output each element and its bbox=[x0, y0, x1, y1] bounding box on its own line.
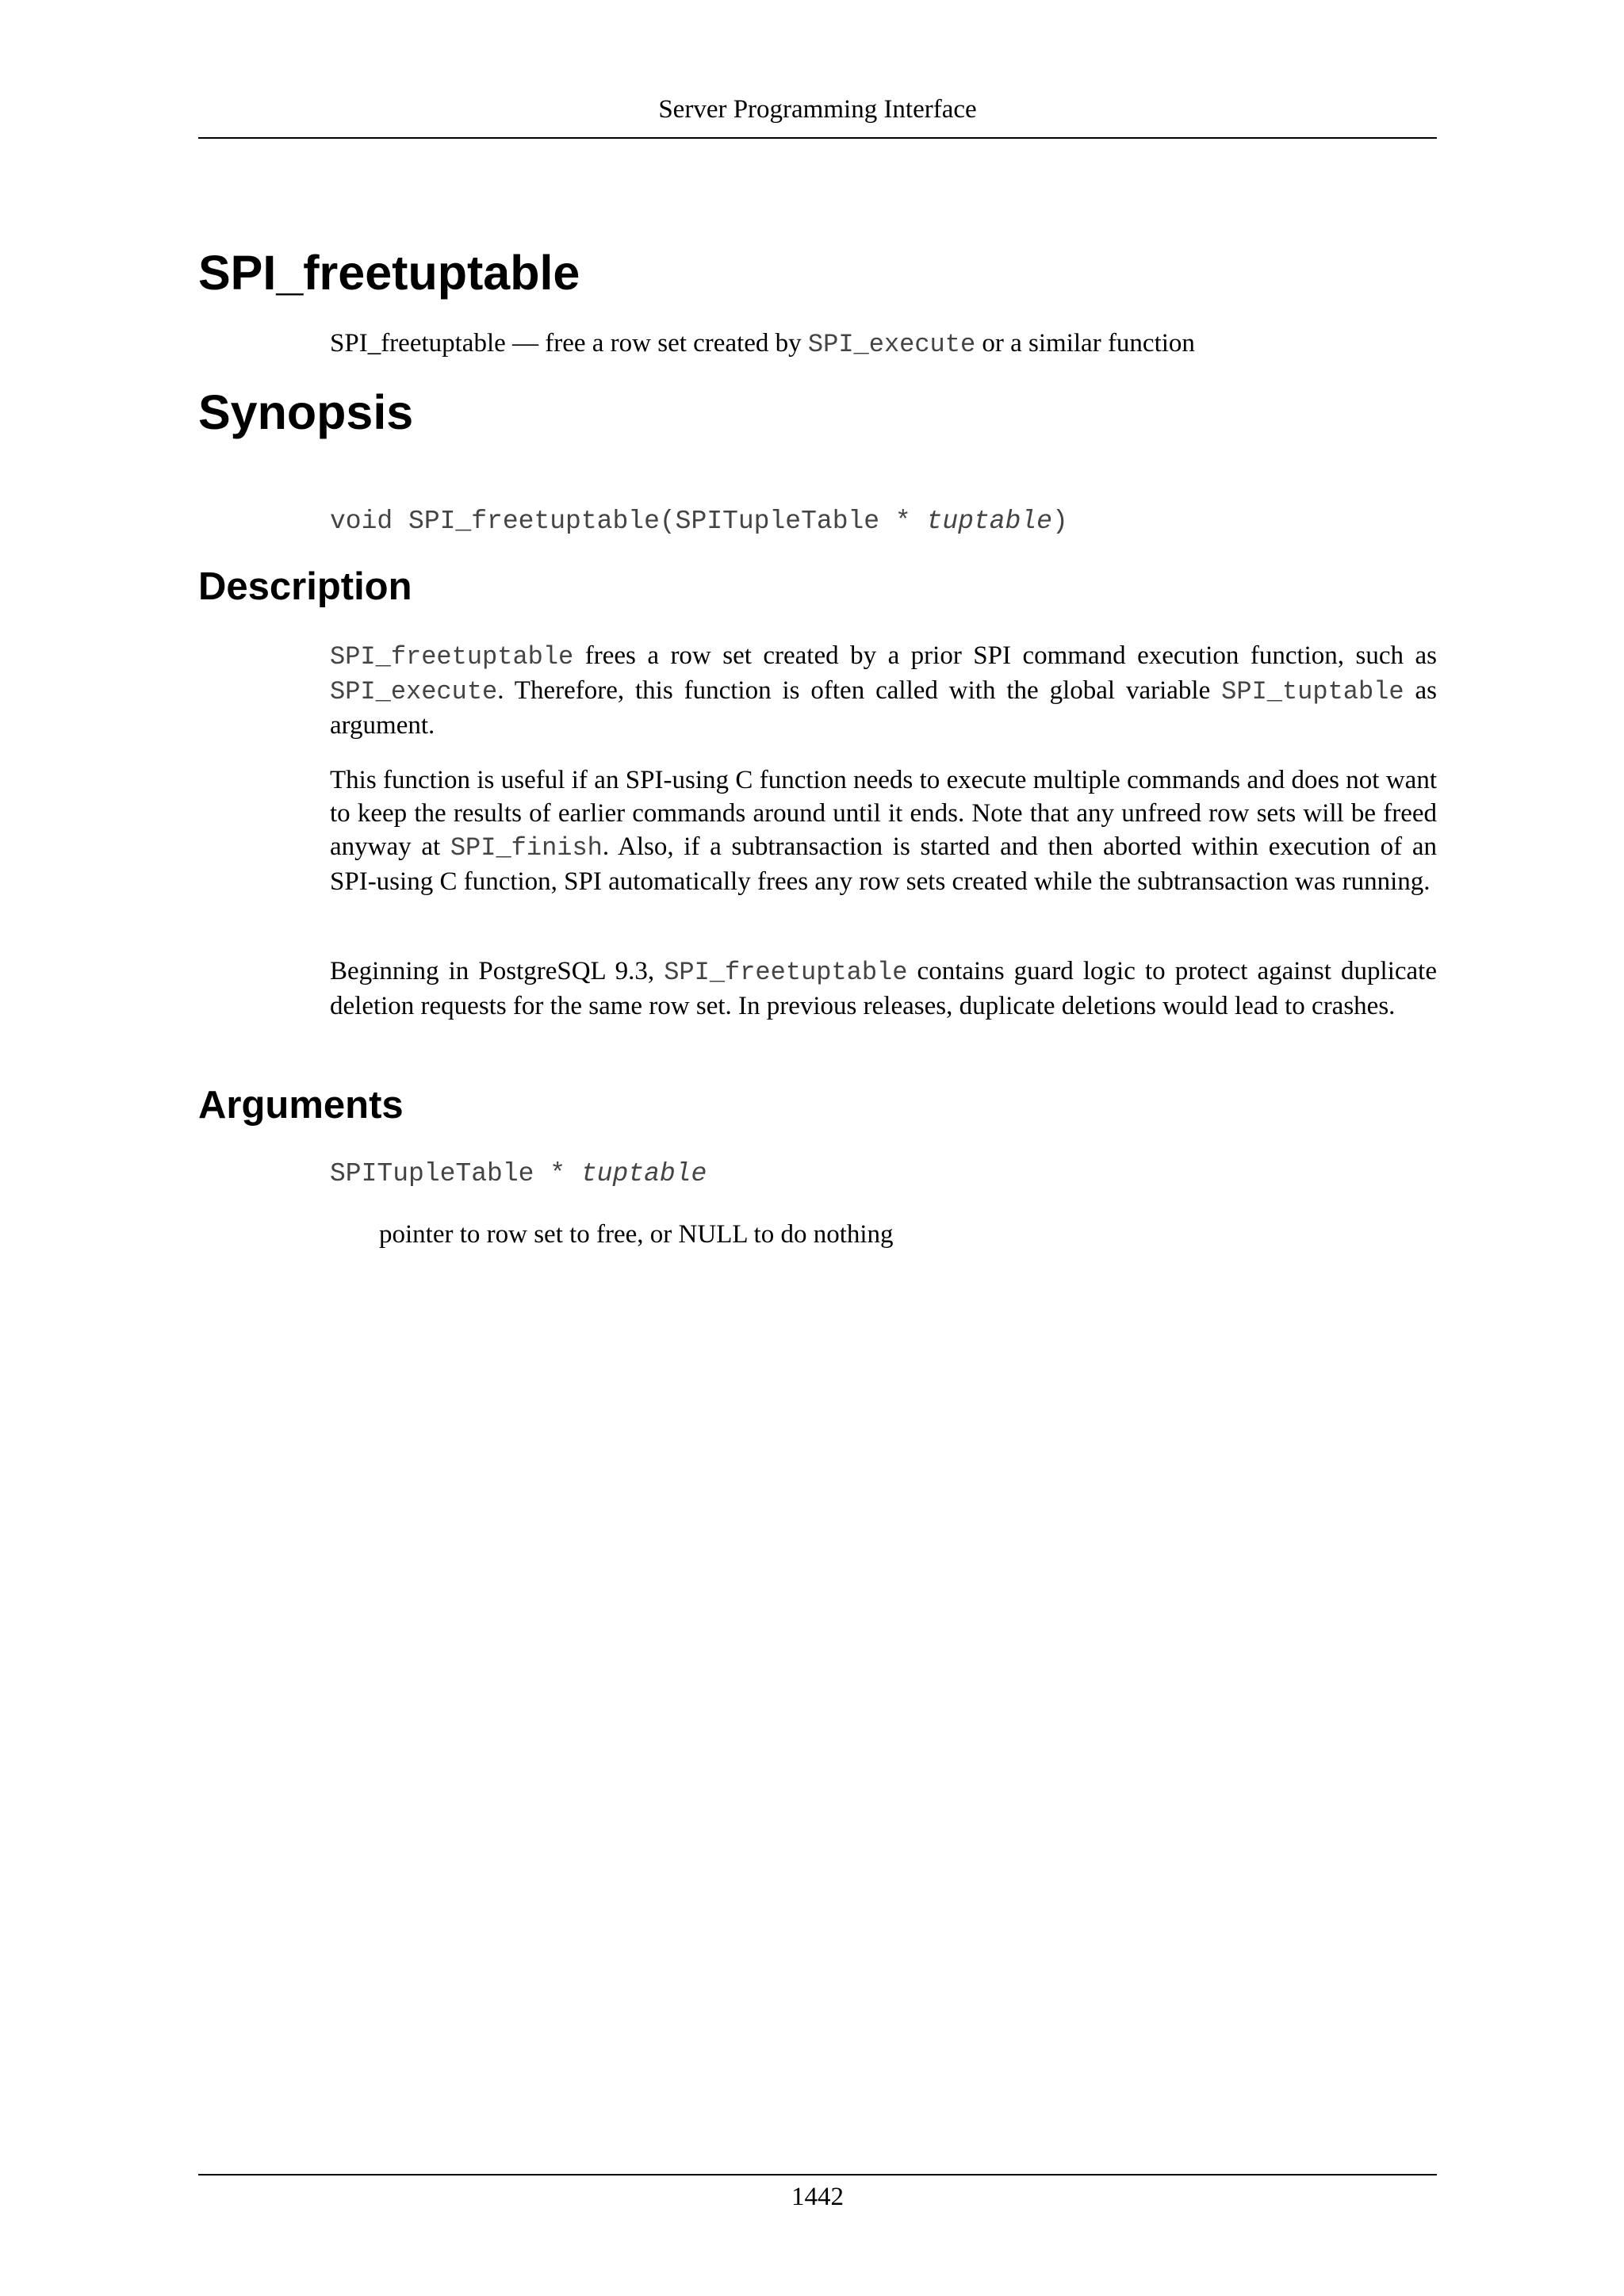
paragraph-text: This function is useful if an SPI-using C function needs to execute multiple commands and does not want to keep the results of earlier commands around until it ends. Note that any unfreed row sets will be freed anyway at bbox=[330, 766, 1437, 861]
synopsis-code bbox=[330, 505, 1068, 538]
argument-type: SPITupleTable * bbox=[330, 1159, 581, 1188]
purpose-code: SPI_execute bbox=[807, 330, 976, 359]
argument-term bbox=[330, 1158, 707, 1191]
arguments-heading: Arguments bbox=[198, 1084, 404, 1127]
description-paragraph-1 bbox=[330, 639, 1437, 742]
page-number: 1442 bbox=[791, 2183, 844, 2211]
refentry-title: SPI_freetuptable bbox=[198, 246, 580, 300]
description-paragraph-3 bbox=[330, 955, 1437, 1023]
code-spi-finish: SPI_finish bbox=[450, 833, 603, 863]
paragraph-text: frees a row set created by a prior SPI command execution function, such as bbox=[573, 641, 1437, 670]
synopsis-code-signature: void SPI_freetuptable(SPITupleTable * bbox=[330, 507, 927, 536]
footer-rule bbox=[198, 2174, 1437, 2175]
paragraph-text: Beginning in PostgreSQL 9.3, bbox=[330, 957, 665, 985]
description-heading: Description bbox=[198, 565, 412, 608]
code-spi-freetuptable: SPI_freetuptable bbox=[330, 642, 574, 672]
paragraph-text: as argument. bbox=[330, 676, 1437, 740]
code-spi-execute: SPI_execute bbox=[330, 677, 498, 706]
code-spi-freetuptable: SPI_freetuptable bbox=[664, 958, 908, 987]
purpose-text: SPI_freetuptable — free a row set created by bbox=[330, 329, 808, 358]
paragraph-text: . Also, if a subtransaction is started and then aborted within execution of an SPI-using C function, SPI automatically frees any row sets created while the subtransaction was running. bbox=[330, 832, 1437, 896]
header-rule bbox=[198, 137, 1437, 139]
refentry-purpose bbox=[330, 327, 1437, 362]
purpose-text-end: or a similar function bbox=[975, 329, 1195, 358]
description-paragraph-2 bbox=[330, 763, 1437, 898]
synopsis-code-param: tuptable bbox=[926, 507, 1052, 536]
argument-param: tuptable bbox=[580, 1159, 707, 1188]
running-header: Server Programming Interface bbox=[658, 95, 977, 124]
paragraph-text: . Therefore, this function is often called with the global variable bbox=[497, 676, 1222, 705]
code-spi-tuptable: SPI_tuptable bbox=[1221, 677, 1404, 706]
argument-definition: pointer to row set to free, or NULL to do nothing bbox=[379, 1220, 894, 1249]
synopsis-code-close: ) bbox=[1051, 507, 1068, 536]
paragraph-text: contains guard logic to protect against duplicate deletion requests for the same row set. In previous releases, duplicate deletions would lead to crashes. bbox=[330, 957, 1437, 1020]
synopsis-heading: Synopsis bbox=[198, 385, 414, 439]
